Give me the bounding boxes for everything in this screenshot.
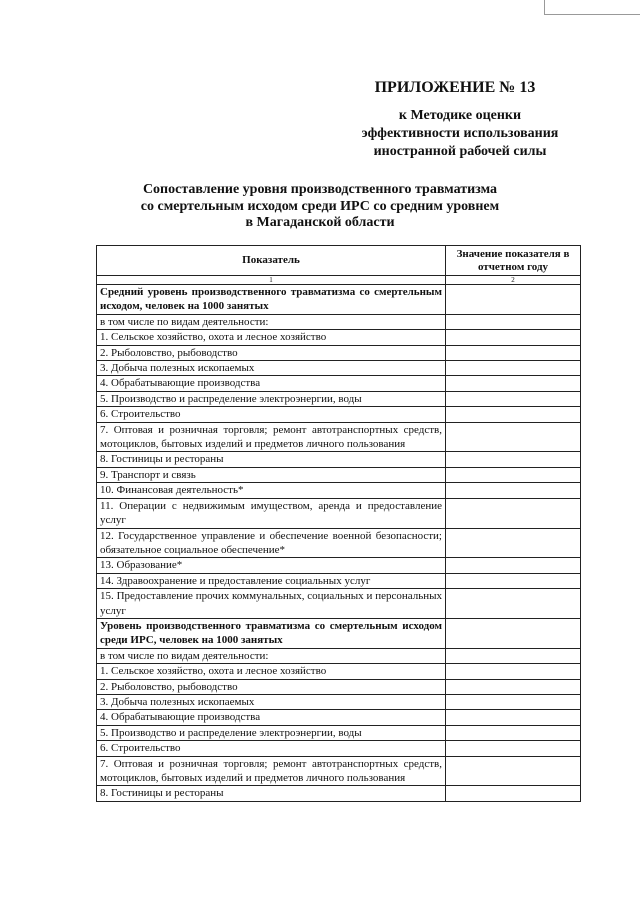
appendix-subtitle: [300, 107, 620, 161]
indicator-cell: 2. Рыболовство, рыбоводство: [97, 679, 446, 694]
table-row: [97, 741, 581, 756]
value-cell: [446, 648, 581, 663]
table-row: [97, 314, 581, 329]
value-cell: [446, 679, 581, 694]
value-cell: [446, 361, 581, 376]
table-index-row: [97, 276, 581, 285]
value-cell: [446, 483, 581, 498]
table-row: [97, 285, 581, 315]
value-cell: [446, 407, 581, 422]
table-row: [97, 786, 581, 801]
value-cell: [446, 710, 581, 725]
indicator-cell: 10. Финансовая деятельность*: [97, 483, 446, 498]
title-line: со смертельным исходом среди ИРС со средним уровнем: [140, 198, 500, 214]
document-title: [100, 182, 540, 232]
indicator-cell: 8. Гостиницы и рестораны: [97, 786, 446, 801]
column-header-value: Значение показателя в отчетном году: [446, 246, 581, 276]
indicator-cell: 12. Государственное управление и обеспечение военной безопасности; обязательное социальное обеспечение*: [97, 528, 446, 558]
table-row: [97, 483, 581, 498]
appendix-line: к Методике оценки: [398, 108, 522, 123]
indicator-cell: 3. Добыча полезных ископаемых: [97, 694, 446, 709]
table-row: [97, 710, 581, 725]
table-row: [97, 330, 581, 345]
value-cell: [446, 618, 581, 648]
appendix-number: ПРИЛОЖЕНИЕ № 13: [374, 79, 536, 96]
indicator-cell: 6. Строительство: [97, 741, 446, 756]
table-row: [97, 725, 581, 740]
value-cell: [446, 285, 581, 315]
table-row: [97, 618, 581, 648]
table-row: [97, 679, 581, 694]
value-cell: [446, 741, 581, 756]
table-row: [97, 573, 581, 588]
indicator-table: [96, 245, 581, 802]
indicator-cell: 4. Обрабатывающие производства: [97, 376, 446, 391]
value-cell: [446, 786, 581, 801]
value-cell: [446, 694, 581, 709]
table-row: [97, 361, 581, 376]
table-row: [97, 498, 581, 528]
indicator-cell: в том числе по видам деятельности:: [97, 314, 446, 329]
value-cell: [446, 376, 581, 391]
value-cell: [446, 558, 581, 573]
indicator-cell: 13. Образование*: [97, 558, 446, 573]
column-header-indicator: Показатель: [97, 246, 446, 276]
value-cell: [446, 345, 581, 360]
table-row: [97, 648, 581, 663]
table-row: [97, 558, 581, 573]
value-cell: [446, 467, 581, 482]
table-header-row: [97, 246, 581, 276]
indicator-cell: 3. Добыча полезных ископаемых: [97, 361, 446, 376]
value-cell: [446, 573, 581, 588]
indicator-cell: 2. Рыболовство, рыбоводство: [97, 345, 446, 360]
indicator-cell: 7. Оптовая и розничная торговля; ремонт автотранспортных средств, мотоциклов, бытовых изделий и предметов личного пользования: [97, 756, 446, 786]
indicator-cell: 4. Обрабатывающие производства: [97, 710, 446, 725]
value-cell: [446, 391, 581, 406]
value-cell: [446, 498, 581, 528]
table-row: [97, 467, 581, 482]
table-row: [97, 694, 581, 709]
indicator-cell: 1. Сельское хозяйство, охота и лесное хозяйство: [97, 330, 446, 345]
value-cell: [446, 664, 581, 679]
appendix-line: иностранной рабочей силы: [373, 144, 547, 159]
table-row: [97, 756, 581, 786]
title-line: в Магаданской области: [245, 215, 395, 230]
indicator-cell: 7. Оптовая и розничная торговля; ремонт автотранспортных средств, мотоциклов, бытовых изделий и предметов личного пользования: [97, 422, 446, 452]
table-body: [97, 285, 581, 802]
column-index-2: 2: [446, 276, 581, 285]
indicator-cell: 1. Сельское хозяйство, охота и лесное хозяйство: [97, 664, 446, 679]
indicator-cell: 15. Предоставление прочих коммунальных, социальных и персональных услуг: [97, 589, 446, 619]
value-cell: [446, 452, 581, 467]
page-stamp-box: [544, 0, 640, 15]
table-row: [97, 422, 581, 452]
indicator-cell: 5. Производство и распределение электроэнергии, воды: [97, 725, 446, 740]
table-row: [97, 528, 581, 558]
indicator-cell: в том числе по видам деятельности:: [97, 648, 446, 663]
table-row: [97, 452, 581, 467]
table-row: [97, 407, 581, 422]
indicator-cell: Средний уровень производственного травматизма со смертельным исходом, человек на 1000 занятых: [97, 285, 446, 315]
column-index-1: 1: [97, 276, 446, 285]
value-cell: [446, 314, 581, 329]
appendix-line: эффективности использования: [361, 126, 559, 141]
value-cell: [446, 725, 581, 740]
table-row: [97, 589, 581, 619]
value-cell: [446, 330, 581, 345]
indicator-cell: 11. Операции с недвижимым имуществом, аренда и предоставление услуг: [97, 498, 446, 528]
table-row: [97, 664, 581, 679]
table-row: [97, 391, 581, 406]
table-row: [97, 345, 581, 360]
indicator-cell: Уровень производственного травматизма со смертельным исходом среди ИРС, человек на 1000 занятых: [97, 618, 446, 648]
indicator-cell: 14. Здравоохранение и предоставление социальных услуг: [97, 573, 446, 588]
value-cell: [446, 422, 581, 452]
value-cell: [446, 756, 581, 786]
indicator-cell: 5. Производство и распределение электроэнергии, воды: [97, 391, 446, 406]
value-cell: [446, 528, 581, 558]
table-row: [97, 376, 581, 391]
title-line: Сопоставление уровня производственного травматизма: [142, 182, 498, 197]
indicator-cell: 8. Гостиницы и рестораны: [97, 452, 446, 467]
indicator-cell: 9. Транспорт и связь: [97, 467, 446, 482]
value-cell: [446, 589, 581, 619]
indicator-cell: 6. Строительство: [97, 407, 446, 422]
